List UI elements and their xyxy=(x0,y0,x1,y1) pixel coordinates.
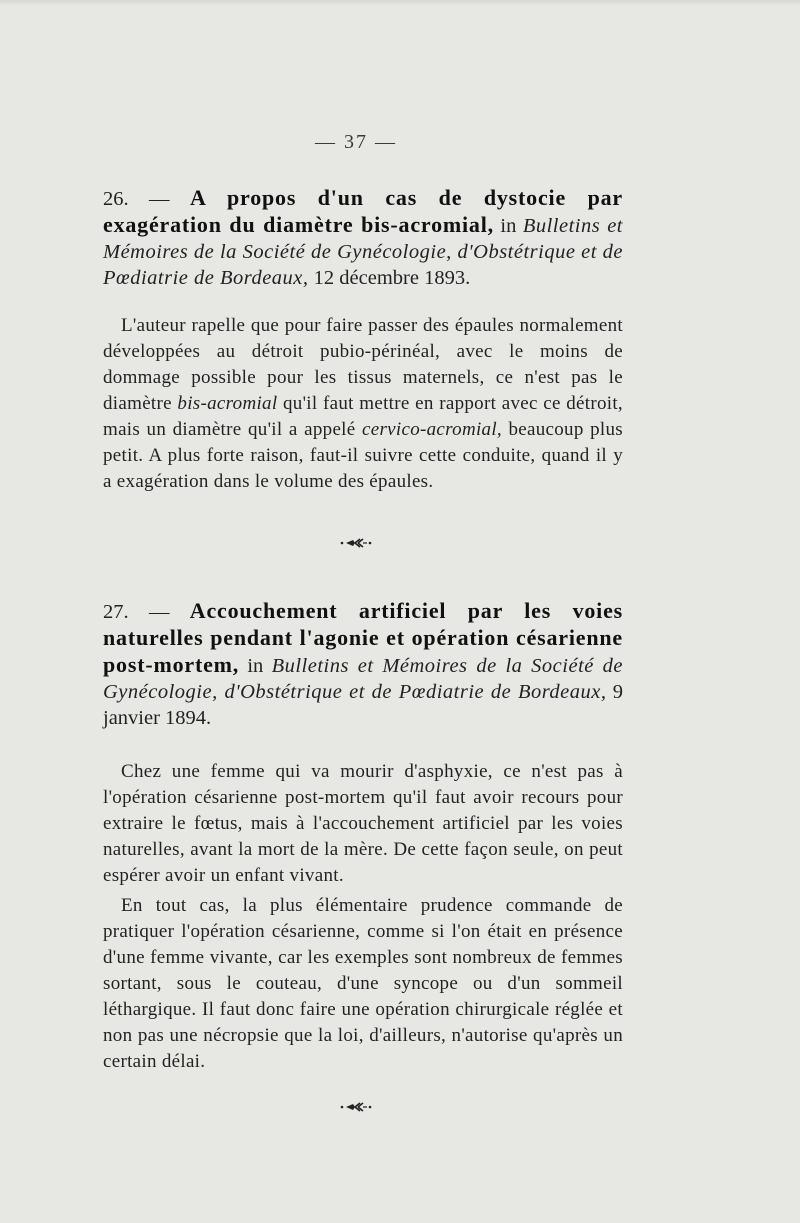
entry-summary-paragraph-2: En tout cas, la plus élémentaire prudence commande de pratiquer l'opération césarienne, comme si l'on était en présence d'une femme vivante, car les exemples sont nombreux de femmes sortant, sous le couteau, d'une syncope ou d'un sommeil léthargique. Il faut donc faire une opération chirurgicale réglée et non pas une nécropsie que la loi, d'ailleurs, n'autorise qu'après un certain délai. xyxy=(103,895,623,1072)
summary-text: L'auteur rapelle que pour faire passer des épaules normalement développées au détroit pubio-périnéal, avec le moins de dommage possible pour les tissus maternels, ce n'est pas le diamètre xyxy=(103,315,623,414)
summary-emphasis: bis-acromial xyxy=(177,393,278,414)
entry-title: A propos d'un cas de dystocie par exagération du diamètre bis-acromial, xyxy=(103,185,623,237)
page-number: — 37 — xyxy=(315,131,397,153)
summary-text: qu'il faut mettre en rapport avec ce détroit, mais un diamètre qu'il a appelé xyxy=(103,393,623,440)
entry-date: 9 janvier 1894. xyxy=(103,681,624,729)
entry-title: Accouchement artificiel par les voies naturelles pendant l'agonie et opération césarienne post-mortem, xyxy=(103,598,624,677)
entry-heading xyxy=(103,185,623,291)
bibliography-entry-27 xyxy=(103,598,623,1075)
entry-source: Bulletins et Mémoires de la Société de Gynécologie, d'Obstétrique et de Pœdiatrie de Bordeaux, xyxy=(103,215,623,289)
fleuron-ornament-icon xyxy=(0,1100,712,1118)
entry-summary-paragraph-1: Chez une femme qui va mourir d'asphyxie, ce n'est pas à l'opération césarienne post-mortem qu'il faut avoir recours pour extraire le fœtus, mais à l'accouchement artificiel par les voies naturelles, avant la mort de la mère. De cette façon seule, on peut espérer avoir un enfant vivant. xyxy=(103,761,623,886)
summary-text: beaucoup plus petit. A plus forte raison, faut-il suivre cette conduite, quand il y a exagération dans le volume des épaules. xyxy=(103,419,623,492)
entry-heading xyxy=(103,598,623,731)
fleuron-ornament-icon xyxy=(0,536,712,554)
page-edge xyxy=(0,0,800,6)
entry-date: 12 décembre 1893. xyxy=(313,267,471,289)
entry-dash: — xyxy=(148,601,170,623)
entry-summary xyxy=(103,313,623,495)
entry-number: 27. xyxy=(103,601,129,623)
entry-number: 26. xyxy=(103,188,129,210)
entry-in: in xyxy=(500,215,517,237)
entry-in: in xyxy=(247,655,264,677)
bibliography-entry-26 xyxy=(103,185,623,495)
entry-dash: — xyxy=(149,188,170,210)
entry-source: Bulletins et Mémoires de la Société de Gynécologie, d'Obstétrique et de Pœdiatrie de Bordeaux, xyxy=(103,655,623,703)
summary-emphasis: cervico-acromial, xyxy=(361,419,502,440)
